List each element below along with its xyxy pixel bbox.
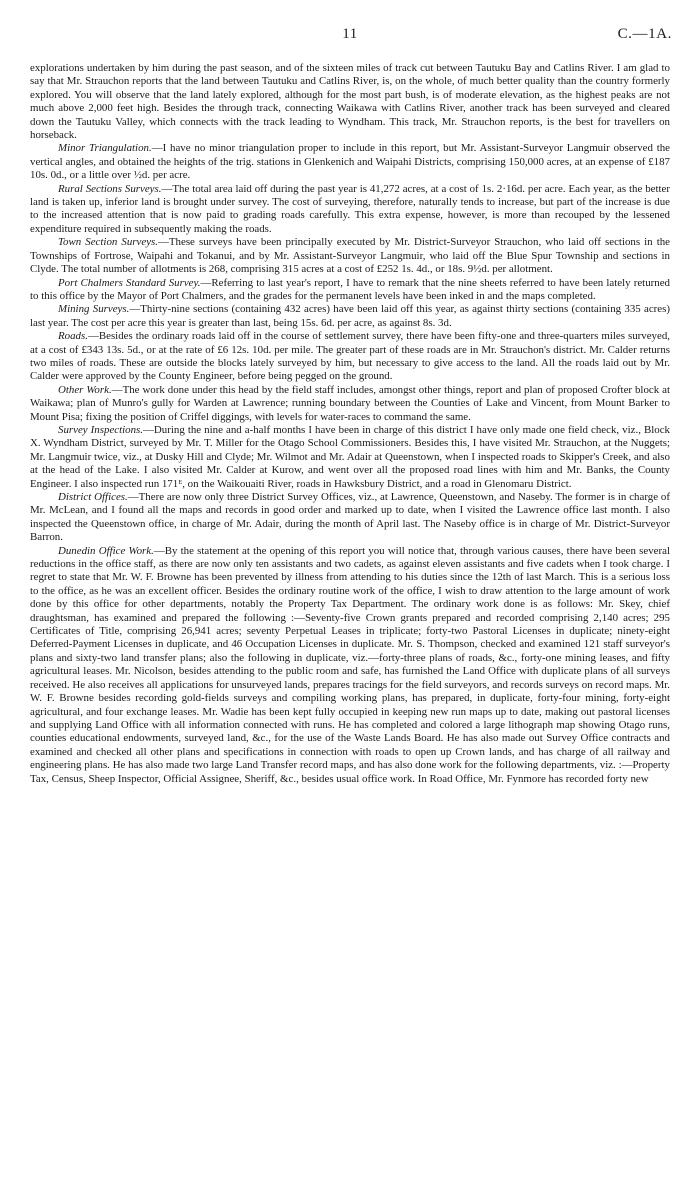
page-header (0, 26, 700, 46)
body-text (30, 62, 670, 786)
paragraph-survey-inspections (30, 424, 670, 491)
paragraph-text: —I have no minor triangulation proper to include in this report, but Mr. Assistant-Surveyor Langmuir observed the vertical angles, and obtained the heights of the trig. stations in Glenkenich and Waipahi Districts, comprising 150,000 acres, at an expense of £187 10s. 0d., or a little over ½d. per acre. (30, 142, 671, 182)
page-number: 11 (342, 26, 358, 42)
paragraph-heading: Roads. (58, 330, 88, 343)
paragraph-mining-surveys (30, 303, 670, 330)
paragraph-rural-sections (30, 183, 670, 237)
paragraph-heading: Mining Surveys. (58, 303, 130, 316)
paragraph-town-sections (30, 236, 670, 276)
paragraph-text: explorations undertaken by him during the past season, and of the sixteen miles of track cut between Tautuku Bay and Catlins River. I am glad to say that Mr. Strauchon reports that the land between Tautuku and Catlins River, is, on the whole, of much better quality than the country formerly explored. You will observe that the land lately explored, although for the most part bush, is of moderate elevation, as the highest peaks are not much above 2,000 feet high. Besides the through track, connecting Waikawa with Catlins River, another track has been surveyed and cleared down the Tautuku Valley, which connects with the track leading to Wyndham. This track, Mr. Strauchon reports, is the best for travellers on horseback. (30, 62, 670, 142)
paragraph-text: —These surveys have been principally executed by Mr. District-Surveyor Strauchon, who laid off sections in the Townships of Fortrose, Waipahi and Tokanui, and by Mr. Assistant-Surveyor Langmuir, who laid off the Blue Spur Township and sections in Clyde. The total number of allotments is 268, comprising 315 acres at a cost of £252 1s. 4d., or 18s. 9½d. per allotment. (30, 236, 670, 276)
paragraph-heading: Survey Inspections. (58, 423, 144, 436)
paragraph-text: —The total area laid off during the past year is 41,272 acres, at a cost of 1s. 2·16d. per acre. Each year, as the better land is taken up, inferior land is brought under survey. The cost of surveying, therefore, naturally tends to increase, but part of the increase is due to the increased attention that is now paid to grading roads carefully. This extra expense, however, is more than recouped by the lessened expenditure required in subsequently making the roads. (30, 182, 670, 235)
paragraph-text: —Referring to last year's report, I have to remark that the nine sheets referred to have been lately returned to this office by the Mayor of Port Chalmers, and the grades for the permanent levels have been inked in and the maps completed. (30, 276, 670, 302)
paragraph-minor-triangulation (30, 142, 670, 182)
paragraph-text: —The work done under this head by the field staff includes, amongst other things, report and plan of proposed Crofter block at Waikawa; plan of Munro's gully for Warden at Lawrence; running boundary between the Counties of Lake and Vincent, from Mount Barker to Mount Pisa; fixing the position of Criffel diggings, with levels for water-races to command the same. (30, 383, 670, 423)
paragraph-text: —By the statement at the opening of this report you will notice that, through various causes, there have been several reductions in the office staff, as there are now only ten assistants and two cadets, as against eleven assistants and five cadets when I took charge. I regret to state that Mr. W. F. Browne has been prevented by illness from attending to his duties since the 12th of last March. This is a serious loss to the office, as he was an excellent officer. Besides the ordinary routine work of the office, I wish to draw attention to the large amount of work done by this office for other departments, notably the Property Tax Department. The ordinary work done is as follows: Mr. Skey, chief draughtsman, has examined and prepared the following :—Seventy-five Crown grants prepared and recorded comprising 2,140 acres; 295 Certificates of Title, comprising 26,941 acres; seventy Perpetual Leases in triplicate; forty-two Pastoral Licenses in duplicate; ninety-eight Deferred-Payment Licenses in duplicate, and 46 Occupation Licenses in duplicate. Mr. S. Thompson, checked and examined 121 staff surveyor's plans and sixty-two land transfer plans; also the following in duplicate, viz.—forty-three plans of roads, &c., forty-one mining leases, and fifty agricultural leases. Mr. Nicolson, besides attending to the public room and safe, has furnished the Land Office with duplicate plans of all surveys received. He also receives all applications for unsurveyed lands, prepares tracings for the field surveyors, and records surveys on record maps. Mr. W. F. Browne besides recording gold-fields surveys and compiling working plans, has prepared, in duplicate, forty-four mining, forty-eight agricultural, and four exchange leases. Mr. Wadie has been kept fully occupied in keeping new run maps up to date, making out pastoral licenses and supplying Land Office with all information connected with runs. He has completed and colored a large lithograph map showing Otago runs, counties educational endowments, surveyed land, &c., for the use of the Waste Lands Board. He has also made out Survey Office contracts and examined and checked all other plans and specifications in connection with roads to open up Crown lands, and has charge of all railway and engineering plans. He has also made two large Land Transfer record maps, and has also done work for the following departments, viz. :—Property Tax, Census, Sheep Inspector, Official Assignee, Sheriff, &c., besides usual office work. In Road Office, Mr. Fynmore has recorded forty new (30, 544, 670, 785)
paragraph-explorations (30, 62, 670, 142)
paragraph-heading: Rural Sections Surveys. (58, 182, 162, 195)
paragraph-dunedin-office-work (30, 545, 670, 786)
paragraph-text: —There are now only three District Survey Offices, viz., at Lawrence, Queenstown, and Naseby. The former is in charge of Mr. McLean, and I found all the maps and records in good order and marked up to date, when I visited the Lawrence office last month. I also inspected the Queenstown office, in charge of Mr. Adair, during the month of April last. The Naseby office is in charge of Mr. District-Surveyor Barron. (30, 491, 670, 544)
paragraph-heading: Port Chalmers Standard Survey. (58, 276, 201, 289)
paragraph-heading: Dunedin Office Work. (58, 544, 154, 557)
paragraph-text: —During the nine and a-half months I have been in charge of this district I have only made one field check, viz., Block X. Wyndham District, surveyed by Mr. T. Miller for the Otago School Commissioners. Besides this, I have visited Mr. Strauchon, at the Nuggets; Mr. Langmuir twice, viz., at Dusky Hill and Clyde; Mr. Wilmot and Mr. Adair at Queenstown, when I inspected roads to Skipper's Creek, and also at the head of the Lake. I also visited Mr. Calder at Kurow, and went over all the proposed road lines with him and Mr. Banks, the County Engineer. I also inspected run 171ᴱ, on the Waikouaiti River, roads in Hawksbury District, and a road in Glenomaru District. (30, 423, 670, 490)
paragraph-text: —Besides the ordinary roads laid off in the course of settlement survey, there have been fifty-one and three-quarters miles surveyed, at a cost of £343 13s. 5d., or at the rate of £6 12s. 10d. per mile. The greater part of these roads are in Mr. Strauchon's district. Mr. Calder returns two miles of roads. These are outside the blocks lately surveyed by him, but necessary to give access to the land. All the roads laid out by Mr. Calder were approved by the County Engineer, before being pegged on the ground. (30, 330, 670, 383)
paragraph-heading: Minor Triangulation. (58, 142, 152, 155)
paragraph-heading: Town Section Surveys. (58, 236, 158, 249)
paragraph-text: —Thirty-nine sections (containing 432 acres) have been laid off this year, as against thirty sections (containing 335 acres) last year. The cost per acre this year is greater than last, being 15s. 6d. per acre, as against 8s. 3d. (30, 303, 670, 329)
paragraph-port-chalmers (30, 277, 670, 304)
paragraph-heading: Other Work. (58, 383, 112, 396)
paragraph-other-work (30, 384, 670, 424)
paragraph-roads (30, 330, 670, 384)
document-code: C.—1A. (617, 26, 672, 42)
paragraph-district-offices (30, 491, 670, 545)
paragraph-heading: District Offices. (58, 491, 128, 503)
